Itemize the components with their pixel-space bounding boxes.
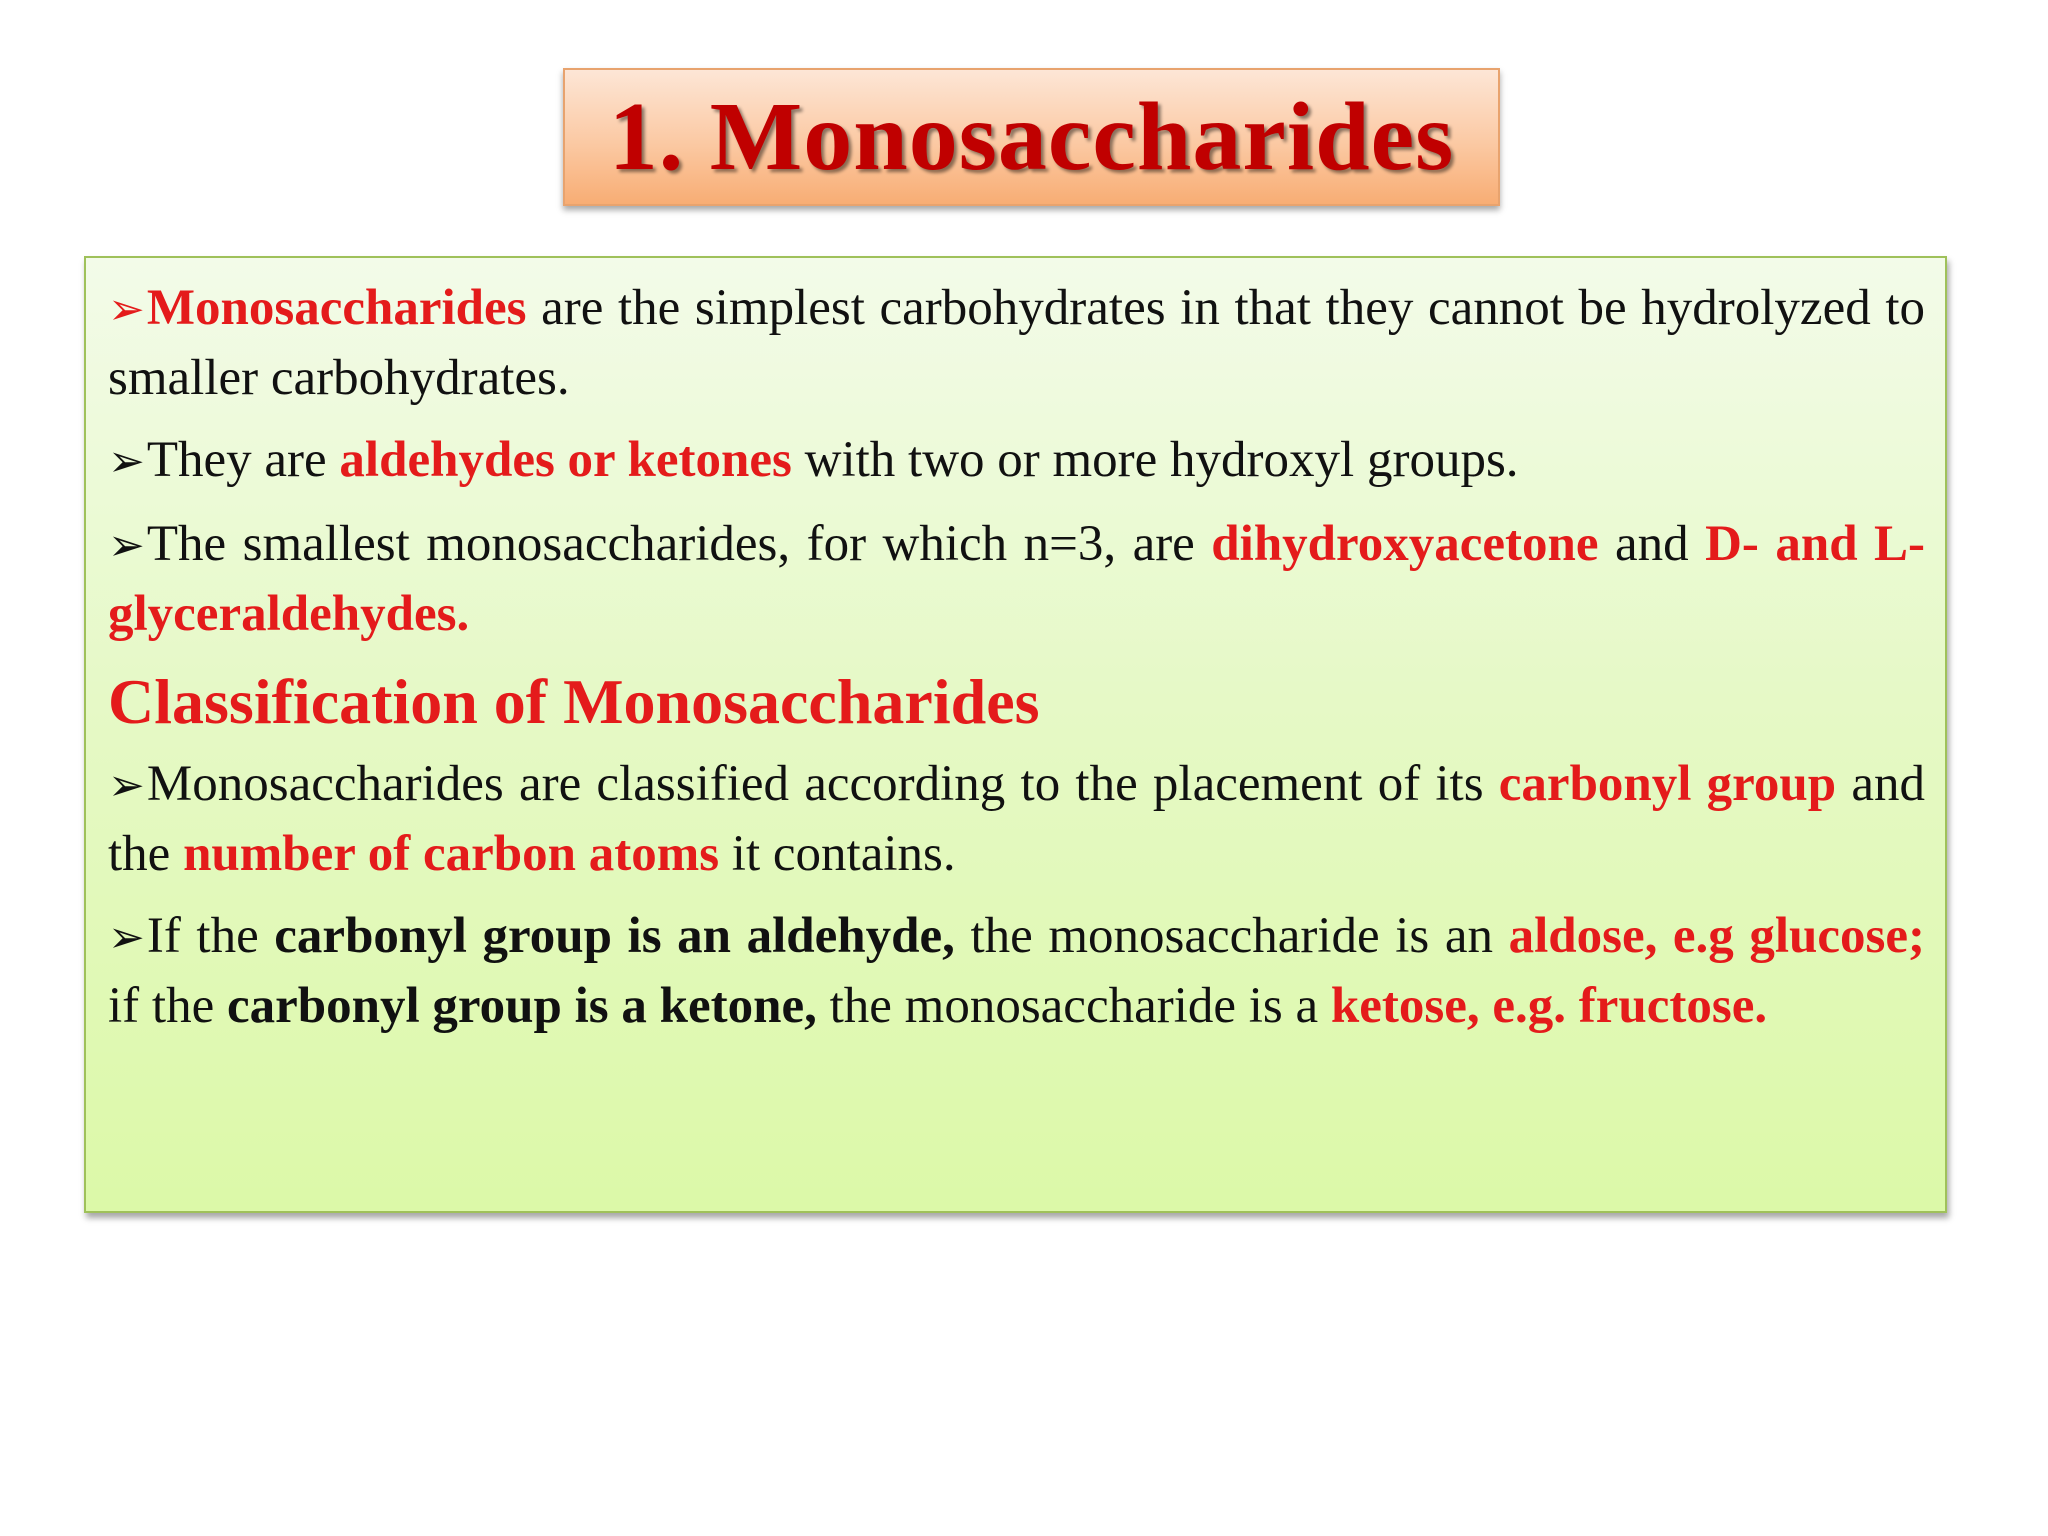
highlight-carbonyl-group: carbonyl group (1498, 756, 1837, 812)
text-post: it contains. (719, 826, 956, 882)
text-pre: They are (146, 432, 340, 488)
bullet-arrow-icon: ➢ (108, 760, 145, 811)
paragraph-smallest (108, 510, 1925, 648)
bold-ketone: carbonyl group is a ketone, (226, 978, 817, 1034)
bullet-arrow-icon: ➢ (108, 284, 145, 335)
highlight-glyceraldehydes: D- and L-glyceraldehydes. (108, 516, 1926, 642)
text-mid: and the (108, 756, 1925, 882)
title-box (563, 68, 1500, 206)
paragraph-aldose-ketose (108, 902, 1925, 1040)
bullet-arrow-icon: ➢ (108, 436, 145, 487)
text-post: with two or more hydroxyl groups. (791, 432, 1519, 488)
section-heading: Classification of Monosaccharides (108, 666, 1040, 737)
slide-title: 1. Monosaccharides (608, 83, 1455, 191)
highlight-ketose: ketose, e.g. fructose. (1330, 978, 1768, 1034)
highlight-aldose: aldose, e.g glucose; (1508, 908, 1925, 964)
highlight-carbon-atoms: number of carbon atoms (183, 826, 720, 882)
paragraph-definition (108, 274, 1925, 412)
paragraph-aldehydes-ketones (108, 426, 1925, 496)
definition-text: are the simplest carbohydrates in that they cannot be hydrolyzed to smaller carbohydrates. (108, 280, 1925, 406)
highlight-dihydroxyacetone: dihydroxyacetone (1211, 516, 1599, 572)
text-mid3: the monosaccharide is a (816, 978, 1331, 1034)
highlight-aldehydes-ketones: aldehydes or ketones (339, 432, 792, 488)
content-box (84, 256, 1947, 1213)
text-mid1: the monosaccharide is an (954, 908, 1509, 964)
text-pre: The smallest monosaccharides, for which n=3, are (146, 516, 1212, 572)
bullet-arrow-icon: ➢ (108, 520, 145, 571)
term-monosaccharides: Monosaccharides (146, 280, 527, 336)
text-mid: and (1598, 516, 1706, 572)
text-mid2: if the (108, 978, 227, 1034)
paragraph-classification (108, 750, 1925, 888)
text-pre: Monosaccharides are classified according to the placement of its (146, 756, 1499, 812)
text-pre: If the (146, 908, 275, 964)
bullet-arrow-icon: ➢ (108, 912, 145, 963)
bold-aldehyde: carbonyl group is an aldehyde, (274, 908, 955, 964)
